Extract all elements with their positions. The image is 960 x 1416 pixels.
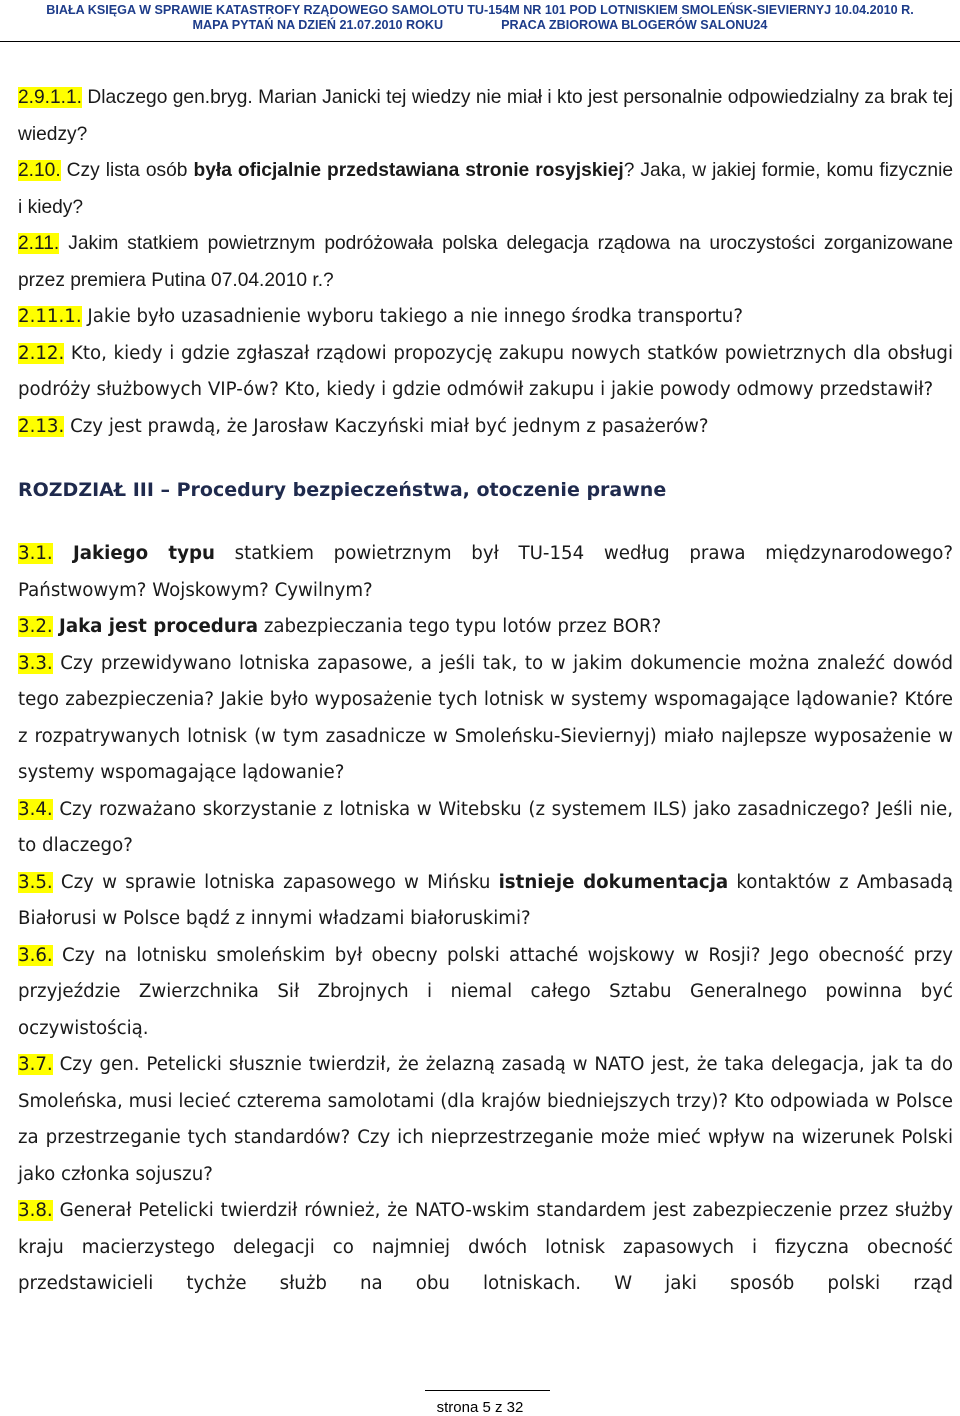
question-text-continued: ? Jaka, w jakiej formie, komu fizycznie i kiedy?	[18, 160, 954, 218]
question-3-4	[18, 792, 953, 865]
question-text: Czy lista osób	[60, 160, 194, 181]
question-2-11	[18, 226, 953, 299]
question-text: Dlaczego gen.bryg. Marian Janicki tej wiedzy nie miał i kto jest personalnie odpowiedzialny za brak tej wiedzy?	[18, 87, 953, 145]
question-text: Kto, kiedy i gdzie zgłaszał rządowi propozycję zakupu nowych statków powietrznych dla obsługi podróży służbowych VIP-ów? Kto, kiedy i gdzie odmówił zakupu i jakie powody odmowy przedstawił?	[18, 342, 953, 400]
question-2-13	[18, 409, 953, 446]
question-2-12	[18, 336, 953, 409]
question-3-3	[18, 646, 953, 792]
question-2-10	[18, 153, 953, 226]
question-number: 3.7.	[18, 1054, 53, 1075]
question-text: Czy na lotnisku smoleńskim był obecny polski attaché wojskowy w Rosji? Jego obecność przy przyjeździe Zwierzchnika Sił Zbrojnych i niemal całego Sztabu Generalnego powinna być oczywistością.	[18, 944, 953, 1039]
question-bold-text: była oficjalnie przedstawiana stronie rosyjskiej	[193, 160, 624, 181]
page-header	[0, 0, 960, 42]
question-bold-text: Jakiego typu	[52, 543, 215, 564]
question-number: 3.6.	[18, 944, 53, 966]
question-text: Jakim statkiem powietrznym podróżowała polska delegacja rządowa na uroczystości zorganizowane przez premiera Putina 07.04.2010 r.?	[18, 233, 953, 291]
question-number: 3.5.	[18, 871, 53, 893]
question-number: 3.2.	[18, 616, 53, 637]
question-3-6	[18, 938, 953, 1048]
section-heading: ROZDZIAŁ III – Procedury bezpieczeństwa, otoczenie prawne	[18, 479, 667, 501]
question-number: 3.8.	[18, 1200, 53, 1221]
question-text: Czy gen. Petelicki słusznie twierdził, że żelazną zasadą w NATO jest, że taka delegacja, jak ta do Smoleńska, musi lecieć czterema samolotami (dla krajów biedniejszych trzy)? Kto odpowiada w Polsce za przestrzeganie tych standardów? Czy ich nieprzestrzeganie może mieć wpływ na wizerunek Polski jako członka sojuszu?	[18, 1054, 953, 1185]
question-2-9-1-1	[18, 80, 953, 153]
question-text: statkiem powietrznym był TU-154 według prawa międzynarodowego? Państwowym? Wojskowym? Cywilnym?	[18, 543, 953, 601]
question-number: 2.13.	[18, 415, 65, 437]
question-text: Jakie było uzasadnienie wyboru takiego a nie innego środka transportu?	[81, 306, 743, 327]
question-number: 3.4.	[18, 798, 53, 820]
page-number: strona 5 z 32	[436, 1399, 524, 1416]
question-number: 2.11.	[18, 233, 60, 254]
question-number: 2.10.	[18, 160, 61, 181]
question-number: 2.12.	[18, 342, 65, 364]
question-number: 3.1.	[18, 543, 53, 564]
question-text: Generał Petelicki twierdził również, że NATO-wskim standardem jest zabezpieczenie przez służby kraju macierzystego delegacji co najmniej dwóch lotnisk zapasowych i fizyczna obecność przedstawicieli tychże służb na obu lotniskach. W jaki sposób polski rząd	[18, 1200, 953, 1294]
question-text: Czy przewidywano lotniska zapasowe, a jeśli tak, to w jakim dokumencie można znaleźć dowód tego zabezpieczenia? Jakie było wyposażenie tych lotnisk w systemy wspomagające lądowanie? Które z rozpatrywanych lotnisk (w tym zasadnicze w Smoleńsku-Sieviernyj) miało najlepsze wyposażenie w systemy wspomagające lądowanie?	[18, 652, 953, 783]
question-number: 2.11.1.	[18, 306, 82, 327]
question-text: Czy jest prawdą, że Jarosław Kaczyński miał być jednym z pasażerów?	[64, 415, 709, 437]
question-text: Czy w sprawie lotniska zapasowego w Mińsku	[52, 871, 499, 893]
question-bold-text: Jaka jest procedura	[52, 616, 259, 637]
question-3-2	[18, 609, 953, 646]
footer-rule	[425, 1390, 550, 1391]
question-text: zabezpieczania tego typu lotów przez BOR?	[258, 616, 662, 637]
question-text-continued: kontaktów z Ambasadą Białorusi w Polsce bądź z innymi władzami białoruskimi?	[18, 871, 953, 929]
question-3-5	[18, 865, 953, 938]
question-3-8	[18, 1193, 953, 1303]
header-date-label: MAPA PYTAŃ NA DZIEŃ 21.07.2010 ROKU	[192, 18, 444, 32]
question-bold-text: istnieje dokumentacja	[498, 871, 729, 893]
document-body	[18, 80, 953, 1303]
question-number: 3.3.	[18, 652, 53, 674]
header-subtitle-line	[0, 18, 960, 33]
header-authors-label: PRACA ZBIOROWA BLOGERÓW SALONU24	[501, 18, 768, 32]
question-2-11-1	[18, 299, 953, 336]
question-text: Czy rozważano skorzystanie z lotniska w Witebsku (z systemem ILS) jako zasadniczego? Jeśli nie, to dlaczego?	[18, 798, 953, 856]
question-3-7	[18, 1047, 953, 1193]
question-number: 2.9.1.1.	[18, 87, 83, 108]
question-3-1	[18, 536, 953, 609]
header-title-line: BIAŁA KSIĘGA W SPRAWIE KATASTROFY RZĄDOWEGO SAMOLOTU TU-154M NR 101 POD LOTNISKIEM SMOLEŃSK-SIEVIERNYJ 10.04.2010 R.	[46, 3, 914, 17]
